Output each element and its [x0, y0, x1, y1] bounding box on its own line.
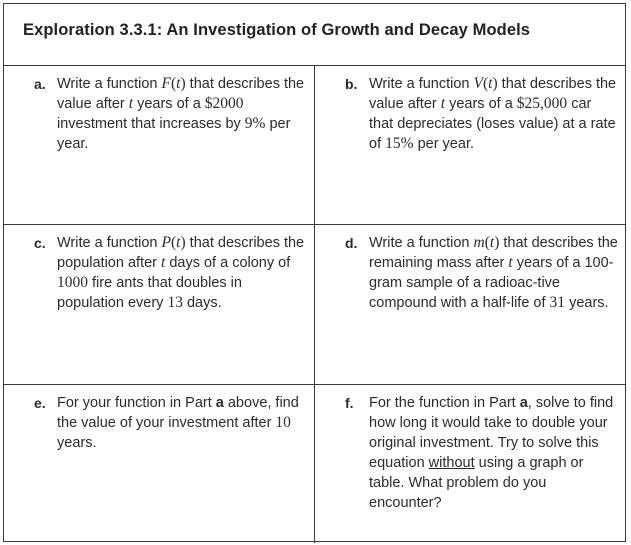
part-b-letter: b.: [345, 76, 358, 92]
part-e-t3: years.: [57, 435, 97, 451]
page-title: Exploration 3.3.1: An Investigation of Growth and Decay Models: [23, 21, 531, 39]
part-a-t4: investment that increases by: [57, 116, 245, 132]
part-e-text: [57, 393, 308, 453]
part-a-variable: t: [176, 75, 181, 92]
part-a-t5: per year.: [57, 116, 291, 152]
part-f-letter: f.: [345, 395, 354, 411]
part-a-t1: Write a function: [57, 76, 162, 92]
part-a-letter: a.: [34, 76, 46, 92]
part-d-t3: years of a 100-gram sample of a radioac-tive compound with a half-life of: [369, 255, 614, 311]
part-b-paren-close: ): [492, 75, 498, 92]
part-d-text: [369, 233, 619, 313]
part-b-cell: [315, 66, 625, 225]
part-b-t2: that describes the value after: [369, 76, 617, 112]
part-d-variable-2: t: [508, 254, 513, 271]
part-e-ref: a: [215, 395, 224, 411]
part-c-t5: days.: [182, 295, 222, 311]
exercise-grid: [4, 66, 625, 541]
part-e-letter: e.: [34, 395, 46, 411]
part-d-t4: years.: [565, 295, 609, 311]
part-b-t1: Write a function: [369, 76, 474, 92]
part-a-t2: that describes the value after: [57, 76, 305, 112]
part-b-function-name: V: [473, 75, 483, 92]
exploration-box: [3, 3, 626, 542]
part-c-t3: days of a colony of: [165, 255, 291, 271]
part-a-function-name: F: [161, 75, 171, 92]
part-d-t2: that describes the remaining mass after: [369, 235, 618, 271]
part-d-paren-close: ): [494, 234, 500, 251]
part-e-cell: [4, 385, 315, 543]
part-a-variable-2: t: [128, 95, 134, 112]
part-d-paren-open: (: [484, 234, 490, 251]
part-c-t4: fire ants that doubles in population every: [57, 275, 242, 311]
part-f-t2: , solve to find how long it would take to double your original investment. Try to solve this equation: [369, 395, 614, 471]
part-c-t2: that describes the population after: [57, 235, 305, 271]
part-b-variable: t: [488, 75, 493, 92]
part-c-period: 13: [167, 294, 183, 311]
title-bar: [4, 4, 625, 66]
part-e-t2: above, find the value of your investment after: [57, 395, 299, 431]
part-a-text: [57, 74, 308, 154]
part-b-t3: years of a: [445, 96, 517, 112]
part-c-paren-close: ): [180, 234, 186, 251]
part-f-text: [369, 393, 619, 513]
part-c-cell: [4, 225, 315, 385]
part-a-t3: years of a: [133, 96, 205, 112]
part-c-variable-2: t: [161, 254, 166, 271]
part-a-amount: $2000: [204, 95, 244, 112]
part-f-ref: a: [519, 395, 528, 411]
part-f-cell: [315, 385, 625, 543]
part-c-variable: t: [176, 234, 181, 251]
part-c-text: [57, 233, 308, 313]
part-b-paren-open: (: [482, 75, 489, 92]
part-b-variable-2: t: [440, 95, 446, 112]
part-c-letter: c.: [34, 235, 46, 251]
part-c-function-name: P: [161, 234, 171, 251]
part-b-t5: per year.: [413, 136, 474, 152]
part-d-letter: d.: [345, 235, 358, 251]
part-f-emphasis: without: [428, 455, 475, 471]
part-a-paren-open: (: [170, 75, 177, 92]
part-f-t3: using a graph or table. What problem do you encounter?: [369, 455, 584, 511]
part-e-years: 10: [275, 414, 291, 431]
part-a-cell: [4, 66, 315, 225]
part-b-t4: car that depreciates (loses value) at a rate of: [369, 96, 616, 152]
part-c-t1: Write a function: [57, 235, 162, 251]
part-d-function-name: m: [473, 234, 485, 251]
part-b-rate: 15%: [385, 135, 414, 152]
part-d-variable: t: [489, 234, 495, 251]
part-a-paren-close: ): [180, 75, 186, 92]
part-e-t1: For your function in Part: [57, 395, 216, 411]
part-c-paren-open: (: [170, 234, 177, 251]
part-d-cell: [315, 225, 625, 385]
part-b-text: [369, 74, 619, 154]
part-f-t1: For the function in Part: [369, 395, 520, 411]
part-d-t1: Write a function: [369, 235, 474, 251]
part-c-amount: 1000: [57, 274, 88, 291]
part-d-halflife: 31: [549, 294, 566, 311]
part-a-rate: 9%: [244, 115, 266, 132]
part-b-amount: $25,000: [516, 95, 568, 112]
